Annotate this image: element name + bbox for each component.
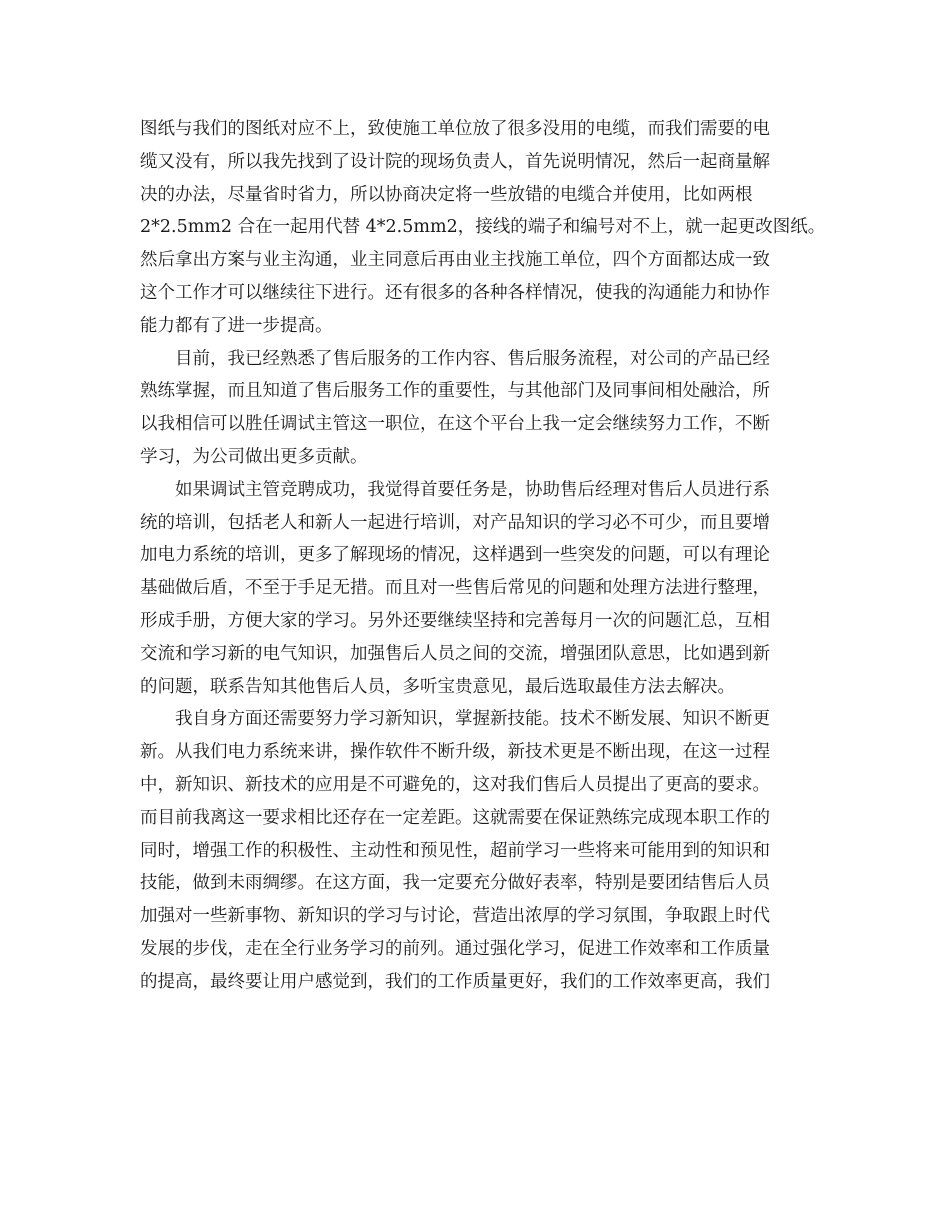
text-line: 缆又没有，所以我先找到了设计院的现场负责人，首先说明情况，然后一起商量解: [140, 151, 770, 172]
text-line: 同时，增强工作的积极性、主动性和预见性，超前学习一些将来可能用到的知识和: [140, 840, 770, 861]
text-line: 如果调试主管竞聘成功，我觉得首要任务是，协助售后经理对售后人员进行系: [175, 479, 770, 500]
text-line: 基础做后盾，不至于手足无措。而且对一些售后常见的问题和处理方法进行整理，: [140, 578, 770, 599]
text-line: 交流和学习新的电气知识，加强售后人员之间的交流，增强团队意思，比如遇到新: [140, 643, 770, 664]
text-line: 形成手册，方便大家的学习。另外还要继续坚持和完善每月一次的问题汇总，互相: [140, 610, 770, 631]
text-line: 的提高，最终要让用户感觉到，我们的工作质量更好，我们的工作效率更高，我们: [140, 971, 770, 992]
text-line: 2*2.5mm2 合在一起用代替 4*2.5mm2，接线的端子和编号对不上，就一起更改图纸。: [140, 217, 826, 238]
text-line: 技能，做到未雨绸缪。在这方面，我一定要充分做好表率，特别是要团结售后人员: [140, 873, 770, 894]
paragraph-2: [140, 343, 820, 474]
text-line: 以我相信可以胜任调试主管这一职位，在这个平台上我一定会继续努力工作，不断: [140, 414, 770, 435]
text-line: 加强对一些新事物、新知识的学习与讨论，营造出浓厚的学习氛围，争取跟上时代: [140, 906, 770, 927]
text-line: 学习，为公司做出更多贡献。: [140, 446, 368, 467]
text-line: 我自身方面还需要努力学习新知识，掌握新技能。技术不断发展、知识不断更: [175, 709, 770, 730]
text-line: 熟练掌握，而且知道了售后服务工作的重要性，与其他部门及同事间相处融洽，所: [140, 381, 770, 402]
text-line: 然后拿出方案与业主沟通，业主同意后再由业主找施工单位，四个方面都达成一致: [140, 250, 770, 271]
text-line: 这个工作才可以继续往下进行。还有很多的各种各样情况，使我的沟通能力和协作: [140, 282, 770, 303]
text-line: 能力都有了进一步提高。: [140, 315, 333, 336]
text-line: 中，新知识、新技术的应用是不可避免的，这对我们售后人员提出了更高的要求。: [140, 774, 770, 795]
text-line: 加电力系统的培训，更多了解现场的情况，这样遇到一些突发的问题，可以有理论: [140, 545, 770, 566]
text-line: 图纸与我们的图纸对应不上，致使施工单位放了很多没用的电缆，而我们需要的电: [140, 119, 770, 139]
paragraph-1: [140, 113, 826, 343]
text-line: 而目前我离这一要求相比还存在一定差距。这就需要在保证熟练完成现本职工作的: [140, 807, 770, 828]
text-line: 决的办法，尽量省时省力，所以协商决定将一些放错的电缆合并使用，比如两根: [140, 184, 753, 205]
text-line: 的问题，联系告知其他售后人员，多听宝贵意见，最后选取最佳方法去解决。: [140, 676, 735, 697]
text-line: 新。从我们电力系统来讲，操作软件不断升级，新技术更是不断出现，在这一过程: [140, 742, 770, 763]
text-line: 统的培训，包括老人和新人一起进行培训，对产品知识的学习必不可少，而且要增: [140, 512, 770, 533]
text-line: 发展的步伐，走在全行业务学习的前列。通过强化学习，促进工作效率和工作质量: [140, 938, 770, 959]
paragraph-4: [140, 703, 820, 998]
document-body: [140, 113, 826, 999]
text-line: 目前，我已经熟悉了售后服务的工作内容、售后服务流程，对公司的产品已经: [175, 348, 770, 369]
paragraph-3: [140, 474, 820, 704]
